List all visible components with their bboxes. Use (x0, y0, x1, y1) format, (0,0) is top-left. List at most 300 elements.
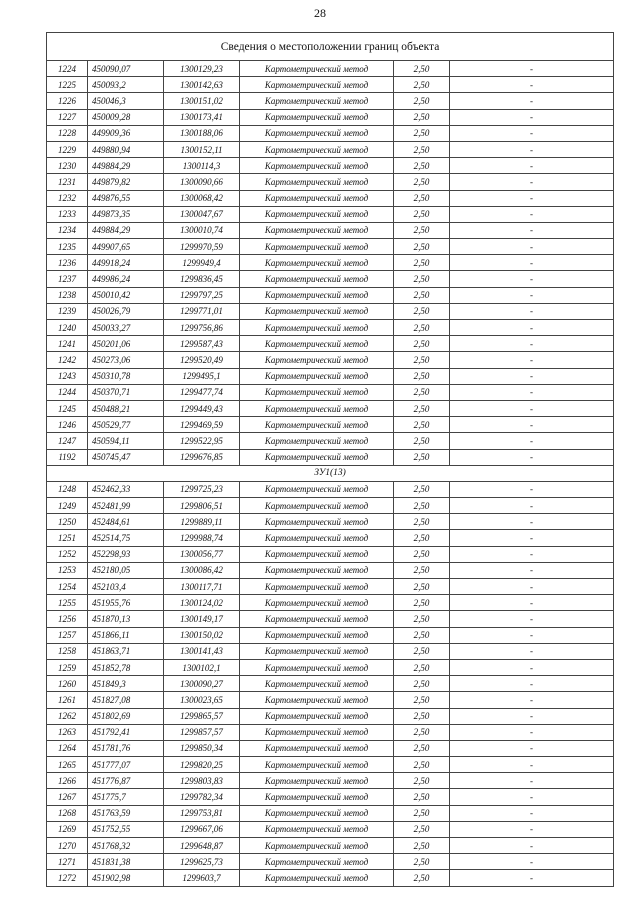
table-row (47, 336, 614, 352)
method-cell: Картометрический метод (240, 206, 394, 222)
accuracy-cell: 2,50 (394, 643, 450, 659)
coord-x-cell: 452298,93 (88, 546, 164, 562)
method-cell: Картометрический метод (240, 141, 394, 157)
accuracy-cell: 2,50 (394, 789, 450, 805)
point-number-cell: 1234 (47, 222, 88, 238)
point-number-cell: 1231 (47, 174, 88, 190)
method-cell: Картометрический метод (240, 109, 394, 125)
coord-x-cell: 449880,94 (88, 141, 164, 157)
coord-y-cell: 1299449,43 (164, 400, 240, 416)
method-cell: Картометрический метод (240, 125, 394, 141)
accuracy-cell: 2,50 (394, 481, 450, 497)
coord-y-cell: 1299756,86 (164, 320, 240, 336)
note-cell: - (450, 174, 614, 190)
section-label: ЗУ1(13) (47, 465, 614, 481)
table-row (47, 514, 614, 530)
coord-y-cell: 1300090,66 (164, 174, 240, 190)
point-number-cell: 1251 (47, 530, 88, 546)
table-row (47, 125, 614, 141)
accuracy-cell: 2,50 (394, 708, 450, 724)
method-cell: Картометрический метод (240, 174, 394, 190)
accuracy-cell: 2,50 (394, 773, 450, 789)
coord-y-cell: 1299648,87 (164, 838, 240, 854)
accuracy-cell: 2,50 (394, 190, 450, 206)
point-number-cell: 1230 (47, 158, 88, 174)
coord-y-cell: 1299725,23 (164, 481, 240, 497)
table-row (47, 109, 614, 125)
table-row (47, 821, 614, 837)
point-number-cell: 1259 (47, 659, 88, 675)
note-cell: - (450, 77, 614, 93)
accuracy-cell: 2,50 (394, 255, 450, 271)
point-number-cell: 1254 (47, 579, 88, 595)
coord-y-cell: 1299667,06 (164, 821, 240, 837)
coord-x-cell: 449884,29 (88, 222, 164, 238)
coord-x-cell: 451792,41 (88, 724, 164, 740)
point-number-cell: 1261 (47, 692, 88, 708)
point-number-cell: 1228 (47, 125, 88, 141)
accuracy-cell: 2,50 (394, 433, 450, 449)
table-row (47, 239, 614, 255)
table-title: Сведения о местоположении границ объекта (47, 33, 614, 61)
note-cell: - (450, 449, 614, 465)
point-number-cell: 1229 (47, 141, 88, 157)
point-number-cell: 1270 (47, 838, 88, 854)
coord-y-cell: 1299850,34 (164, 740, 240, 756)
coord-y-cell: 1299753,81 (164, 805, 240, 821)
boundary-table (46, 32, 614, 887)
method-cell: Картометрический метод (240, 789, 394, 805)
note-cell: - (450, 530, 614, 546)
note-cell: - (450, 190, 614, 206)
method-cell: Картометрический метод (240, 77, 394, 93)
method-cell: Картометрический метод (240, 870, 394, 886)
point-number-cell: 1265 (47, 757, 88, 773)
coord-x-cell: 452103,4 (88, 579, 164, 595)
point-number-cell: 1242 (47, 352, 88, 368)
note-cell: - (450, 158, 614, 174)
method-cell: Картометрический метод (240, 627, 394, 643)
coord-y-cell: 1300173,41 (164, 109, 240, 125)
note-cell: - (450, 287, 614, 303)
table-row (47, 77, 614, 93)
method-cell: Картометрический метод (240, 514, 394, 530)
coord-y-cell: 1299988,74 (164, 530, 240, 546)
point-number-cell: 1252 (47, 546, 88, 562)
note-cell: - (450, 417, 614, 433)
accuracy-cell: 2,50 (394, 530, 450, 546)
method-cell: Картометрический метод (240, 287, 394, 303)
note-cell: - (450, 611, 614, 627)
coord-y-cell: 1300124,02 (164, 595, 240, 611)
table-row (47, 433, 614, 449)
method-cell: Картометрический метод (240, 659, 394, 675)
accuracy-cell: 2,50 (394, 546, 450, 562)
coord-y-cell: 1299803,83 (164, 773, 240, 789)
note-cell: - (450, 724, 614, 740)
table-row (47, 141, 614, 157)
accuracy-cell: 2,50 (394, 821, 450, 837)
point-number-cell: 1227 (47, 109, 88, 125)
point-number-cell: 1248 (47, 481, 88, 497)
method-cell: Картометрический метод (240, 320, 394, 336)
coord-x-cell: 451863,71 (88, 643, 164, 659)
note-cell: - (450, 109, 614, 125)
table-row (47, 724, 614, 740)
coord-x-cell: 449879,82 (88, 174, 164, 190)
method-cell: Картометрический метод (240, 271, 394, 287)
note-cell: - (450, 789, 614, 805)
accuracy-cell: 2,50 (394, 870, 450, 886)
accuracy-cell: 2,50 (394, 740, 450, 756)
accuracy-cell: 2,50 (394, 93, 450, 109)
method-cell: Картометрический метод (240, 821, 394, 837)
accuracy-cell: 2,50 (394, 498, 450, 514)
accuracy-cell: 2,50 (394, 724, 450, 740)
note-cell: - (450, 141, 614, 157)
table-row (47, 773, 614, 789)
coord-x-cell: 449907,65 (88, 239, 164, 255)
accuracy-cell: 2,50 (394, 838, 450, 854)
note-cell: - (450, 692, 614, 708)
method-cell: Картометрический метод (240, 708, 394, 724)
method-cell: Картометрический метод (240, 481, 394, 497)
note-cell: - (450, 498, 614, 514)
table-row (47, 400, 614, 416)
accuracy-cell: 2,50 (394, 514, 450, 530)
accuracy-cell: 2,50 (394, 611, 450, 627)
accuracy-cell: 2,50 (394, 271, 450, 287)
note-cell: - (450, 773, 614, 789)
note-cell: - (450, 676, 614, 692)
method-cell: Картометрический метод (240, 773, 394, 789)
note-cell: - (450, 643, 614, 659)
table-row (47, 659, 614, 675)
coord-x-cell: 450745,47 (88, 449, 164, 465)
method-cell: Картометрический метод (240, 417, 394, 433)
coord-y-cell: 1299820,25 (164, 757, 240, 773)
coord-y-cell: 1300056,77 (164, 546, 240, 562)
note-cell: - (450, 400, 614, 416)
accuracy-cell: 2,50 (394, 222, 450, 238)
note-cell: - (450, 368, 614, 384)
coord-x-cell: 449918,24 (88, 255, 164, 271)
coord-y-cell: 1300152,11 (164, 141, 240, 157)
accuracy-cell: 2,50 (394, 352, 450, 368)
accuracy-cell: 2,50 (394, 562, 450, 578)
coord-y-cell: 1299477,74 (164, 384, 240, 400)
table-row (47, 789, 614, 805)
point-number-cell: 1272 (47, 870, 88, 886)
accuracy-cell: 2,50 (394, 805, 450, 821)
point-number-cell: 1237 (47, 271, 88, 287)
point-number-cell: 1225 (47, 77, 88, 93)
accuracy-cell: 2,50 (394, 206, 450, 222)
point-number-cell: 1266 (47, 773, 88, 789)
accuracy-cell: 2,50 (394, 757, 450, 773)
coord-x-cell: 451831,38 (88, 854, 164, 870)
coord-x-cell: 450033,27 (88, 320, 164, 336)
point-number-cell: 1249 (47, 498, 88, 514)
method-cell: Картометрический метод (240, 643, 394, 659)
coord-y-cell: 1300129,23 (164, 61, 240, 77)
point-number-cell: 1240 (47, 320, 88, 336)
point-number-cell: 1257 (47, 627, 88, 643)
note-cell: - (450, 740, 614, 756)
table-row (47, 190, 614, 206)
point-number-cell: 1271 (47, 854, 88, 870)
method-cell: Картометрический метод (240, 336, 394, 352)
table-row (47, 870, 614, 886)
method-cell: Картометрический метод (240, 368, 394, 384)
table-row (47, 320, 614, 336)
table-row (47, 271, 614, 287)
coord-x-cell: 450201,06 (88, 336, 164, 352)
table-row (47, 838, 614, 854)
table-row (47, 740, 614, 756)
coord-y-cell: 1299865,57 (164, 708, 240, 724)
table-row (47, 449, 614, 465)
note-cell: - (450, 271, 614, 287)
coord-y-cell: 1299782,34 (164, 789, 240, 805)
note-cell: - (450, 805, 614, 821)
table-row (47, 676, 614, 692)
method-cell: Картометрический метод (240, 255, 394, 271)
point-number-cell: 1232 (47, 190, 88, 206)
table-row (47, 417, 614, 433)
table-row (47, 805, 614, 821)
point-number-cell: 1241 (47, 336, 88, 352)
point-number-cell: 1224 (47, 61, 88, 77)
coord-y-cell: 1300141,43 (164, 643, 240, 659)
method-cell: Картометрический метод (240, 433, 394, 449)
point-number-cell: 1264 (47, 740, 88, 756)
table-row (47, 174, 614, 190)
note-cell: - (450, 821, 614, 837)
table-row (47, 595, 614, 611)
coord-x-cell: 449884,29 (88, 158, 164, 174)
coord-y-cell: 1299495,1 (164, 368, 240, 384)
coord-y-cell: 1300023,65 (164, 692, 240, 708)
method-cell: Картометрический метод (240, 854, 394, 870)
note-cell: - (450, 352, 614, 368)
accuracy-cell: 2,50 (394, 692, 450, 708)
table-title-row (47, 33, 614, 61)
method-cell: Картометрический метод (240, 530, 394, 546)
method-cell: Картометрический метод (240, 384, 394, 400)
coord-x-cell: 450090,07 (88, 61, 164, 77)
note-cell: - (450, 546, 614, 562)
method-cell: Картометрический метод (240, 740, 394, 756)
accuracy-cell: 2,50 (394, 336, 450, 352)
point-number-cell: 1245 (47, 400, 88, 416)
page-number: 28 (314, 6, 326, 20)
note-cell: - (450, 206, 614, 222)
coord-x-cell: 450009,28 (88, 109, 164, 125)
coord-y-cell: 1300010,74 (164, 222, 240, 238)
point-number-cell: 1268 (47, 805, 88, 821)
table-row (47, 692, 614, 708)
coord-y-cell: 1300068,42 (164, 190, 240, 206)
accuracy-cell: 2,50 (394, 61, 450, 77)
coord-y-cell: 1300114,3 (164, 158, 240, 174)
accuracy-cell: 2,50 (394, 174, 450, 190)
accuracy-cell: 2,50 (394, 158, 450, 174)
table-row (47, 352, 614, 368)
table-row (47, 579, 614, 595)
coord-x-cell: 451777,07 (88, 757, 164, 773)
method-cell: Картометрический метод (240, 692, 394, 708)
accuracy-cell: 2,50 (394, 368, 450, 384)
accuracy-cell: 2,50 (394, 400, 450, 416)
coord-y-cell: 1300151,02 (164, 93, 240, 109)
point-number-cell: 1233 (47, 206, 88, 222)
method-cell: Картометрический метод (240, 222, 394, 238)
method-cell: Картометрический метод (240, 449, 394, 465)
point-number-cell: 1262 (47, 708, 88, 724)
coord-x-cell: 449986,24 (88, 271, 164, 287)
note-cell: - (450, 838, 614, 854)
method-cell: Картометрический метод (240, 303, 394, 319)
note-cell: - (450, 579, 614, 595)
coord-y-cell: 1300150,02 (164, 627, 240, 643)
accuracy-cell: 2,50 (394, 320, 450, 336)
point-number-cell: 1247 (47, 433, 88, 449)
note-cell: - (450, 757, 614, 773)
coord-x-cell: 451802,69 (88, 708, 164, 724)
accuracy-cell: 2,50 (394, 579, 450, 595)
point-number-cell: 1250 (47, 514, 88, 530)
note-cell: - (450, 125, 614, 141)
accuracy-cell: 2,50 (394, 287, 450, 303)
note-cell: - (450, 93, 614, 109)
point-number-cell: 1258 (47, 643, 88, 659)
coord-x-cell: 450026,79 (88, 303, 164, 319)
table-row (47, 384, 614, 400)
coord-x-cell: 452484,61 (88, 514, 164, 530)
accuracy-cell: 2,50 (394, 125, 450, 141)
point-number-cell: 1255 (47, 595, 88, 611)
table-row (47, 708, 614, 724)
coord-x-cell: 452514,75 (88, 530, 164, 546)
method-cell: Картометрический метод (240, 239, 394, 255)
coord-x-cell: 452481,99 (88, 498, 164, 514)
coord-x-cell: 450370,71 (88, 384, 164, 400)
point-number-cell: 1260 (47, 676, 88, 692)
coord-x-cell: 451763,59 (88, 805, 164, 821)
point-number-cell: 1226 (47, 93, 88, 109)
table-row (47, 303, 614, 319)
coord-x-cell: 451781,76 (88, 740, 164, 756)
coord-y-cell: 1299587,43 (164, 336, 240, 352)
coord-x-cell: 451852,78 (88, 659, 164, 675)
coord-y-cell: 1299771,01 (164, 303, 240, 319)
coord-y-cell: 1300188,06 (164, 125, 240, 141)
coord-y-cell: 1299836,45 (164, 271, 240, 287)
method-cell: Картометрический метод (240, 61, 394, 77)
method-cell: Картометрический метод (240, 676, 394, 692)
method-cell: Картометрический метод (240, 93, 394, 109)
coord-x-cell: 451902,98 (88, 870, 164, 886)
accuracy-cell: 2,50 (394, 627, 450, 643)
coord-x-cell: 451849,3 (88, 676, 164, 692)
note-cell: - (450, 659, 614, 675)
table-row (47, 222, 614, 238)
coord-y-cell: 1299797,25 (164, 287, 240, 303)
table-row (47, 498, 614, 514)
note-cell: - (450, 384, 614, 400)
point-number-cell: 1239 (47, 303, 88, 319)
point-number-cell: 1246 (47, 417, 88, 433)
coord-x-cell: 451827,08 (88, 692, 164, 708)
coord-x-cell: 451775,7 (88, 789, 164, 805)
note-cell: - (450, 320, 614, 336)
note-cell: - (450, 255, 614, 271)
coord-x-cell: 450010,42 (88, 287, 164, 303)
point-number-cell: 1269 (47, 821, 88, 837)
coord-y-cell: 1299889,11 (164, 514, 240, 530)
coord-x-cell: 450310,78 (88, 368, 164, 384)
note-cell: - (450, 708, 614, 724)
method-cell: Картометрический метод (240, 611, 394, 627)
coord-x-cell: 450529,77 (88, 417, 164, 433)
coord-x-cell: 452180,05 (88, 562, 164, 578)
coord-x-cell: 450093,2 (88, 77, 164, 93)
coord-x-cell: 451776,87 (88, 773, 164, 789)
accuracy-cell: 2,50 (394, 239, 450, 255)
coord-y-cell: 1299806,51 (164, 498, 240, 514)
table-row (47, 287, 614, 303)
method-cell: Картометрический метод (240, 805, 394, 821)
method-cell: Картометрический метод (240, 498, 394, 514)
note-cell: - (450, 303, 614, 319)
accuracy-cell: 2,50 (394, 303, 450, 319)
note-cell: - (450, 481, 614, 497)
note-cell: - (450, 336, 614, 352)
table-row (47, 481, 614, 497)
method-cell: Картометрический метод (240, 352, 394, 368)
note-cell: - (450, 514, 614, 530)
table-row (47, 757, 614, 773)
note-cell: - (450, 595, 614, 611)
note-cell: - (450, 870, 614, 886)
accuracy-cell: 2,50 (394, 676, 450, 692)
point-number-cell: 1253 (47, 562, 88, 578)
table-row (47, 530, 614, 546)
coord-x-cell: 451955,76 (88, 595, 164, 611)
coord-y-cell: 1300090,27 (164, 676, 240, 692)
coord-x-cell: 449873,35 (88, 206, 164, 222)
table-row (47, 368, 614, 384)
coord-x-cell: 449909,36 (88, 125, 164, 141)
point-number-cell: 1236 (47, 255, 88, 271)
table-row (47, 206, 614, 222)
table-row (47, 627, 614, 643)
accuracy-cell: 2,50 (394, 659, 450, 675)
coord-y-cell: 1299522,95 (164, 433, 240, 449)
method-cell: Картометрический метод (240, 562, 394, 578)
coord-x-cell: 450488,21 (88, 400, 164, 416)
coord-y-cell: 1299625,73 (164, 854, 240, 870)
accuracy-cell: 2,50 (394, 854, 450, 870)
accuracy-cell: 2,50 (394, 384, 450, 400)
table-row (47, 546, 614, 562)
method-cell: Картометрический метод (240, 158, 394, 174)
note-cell: - (450, 562, 614, 578)
coord-y-cell: 1300117,71 (164, 579, 240, 595)
coord-x-cell: 451870,13 (88, 611, 164, 627)
coord-y-cell: 1300149,17 (164, 611, 240, 627)
